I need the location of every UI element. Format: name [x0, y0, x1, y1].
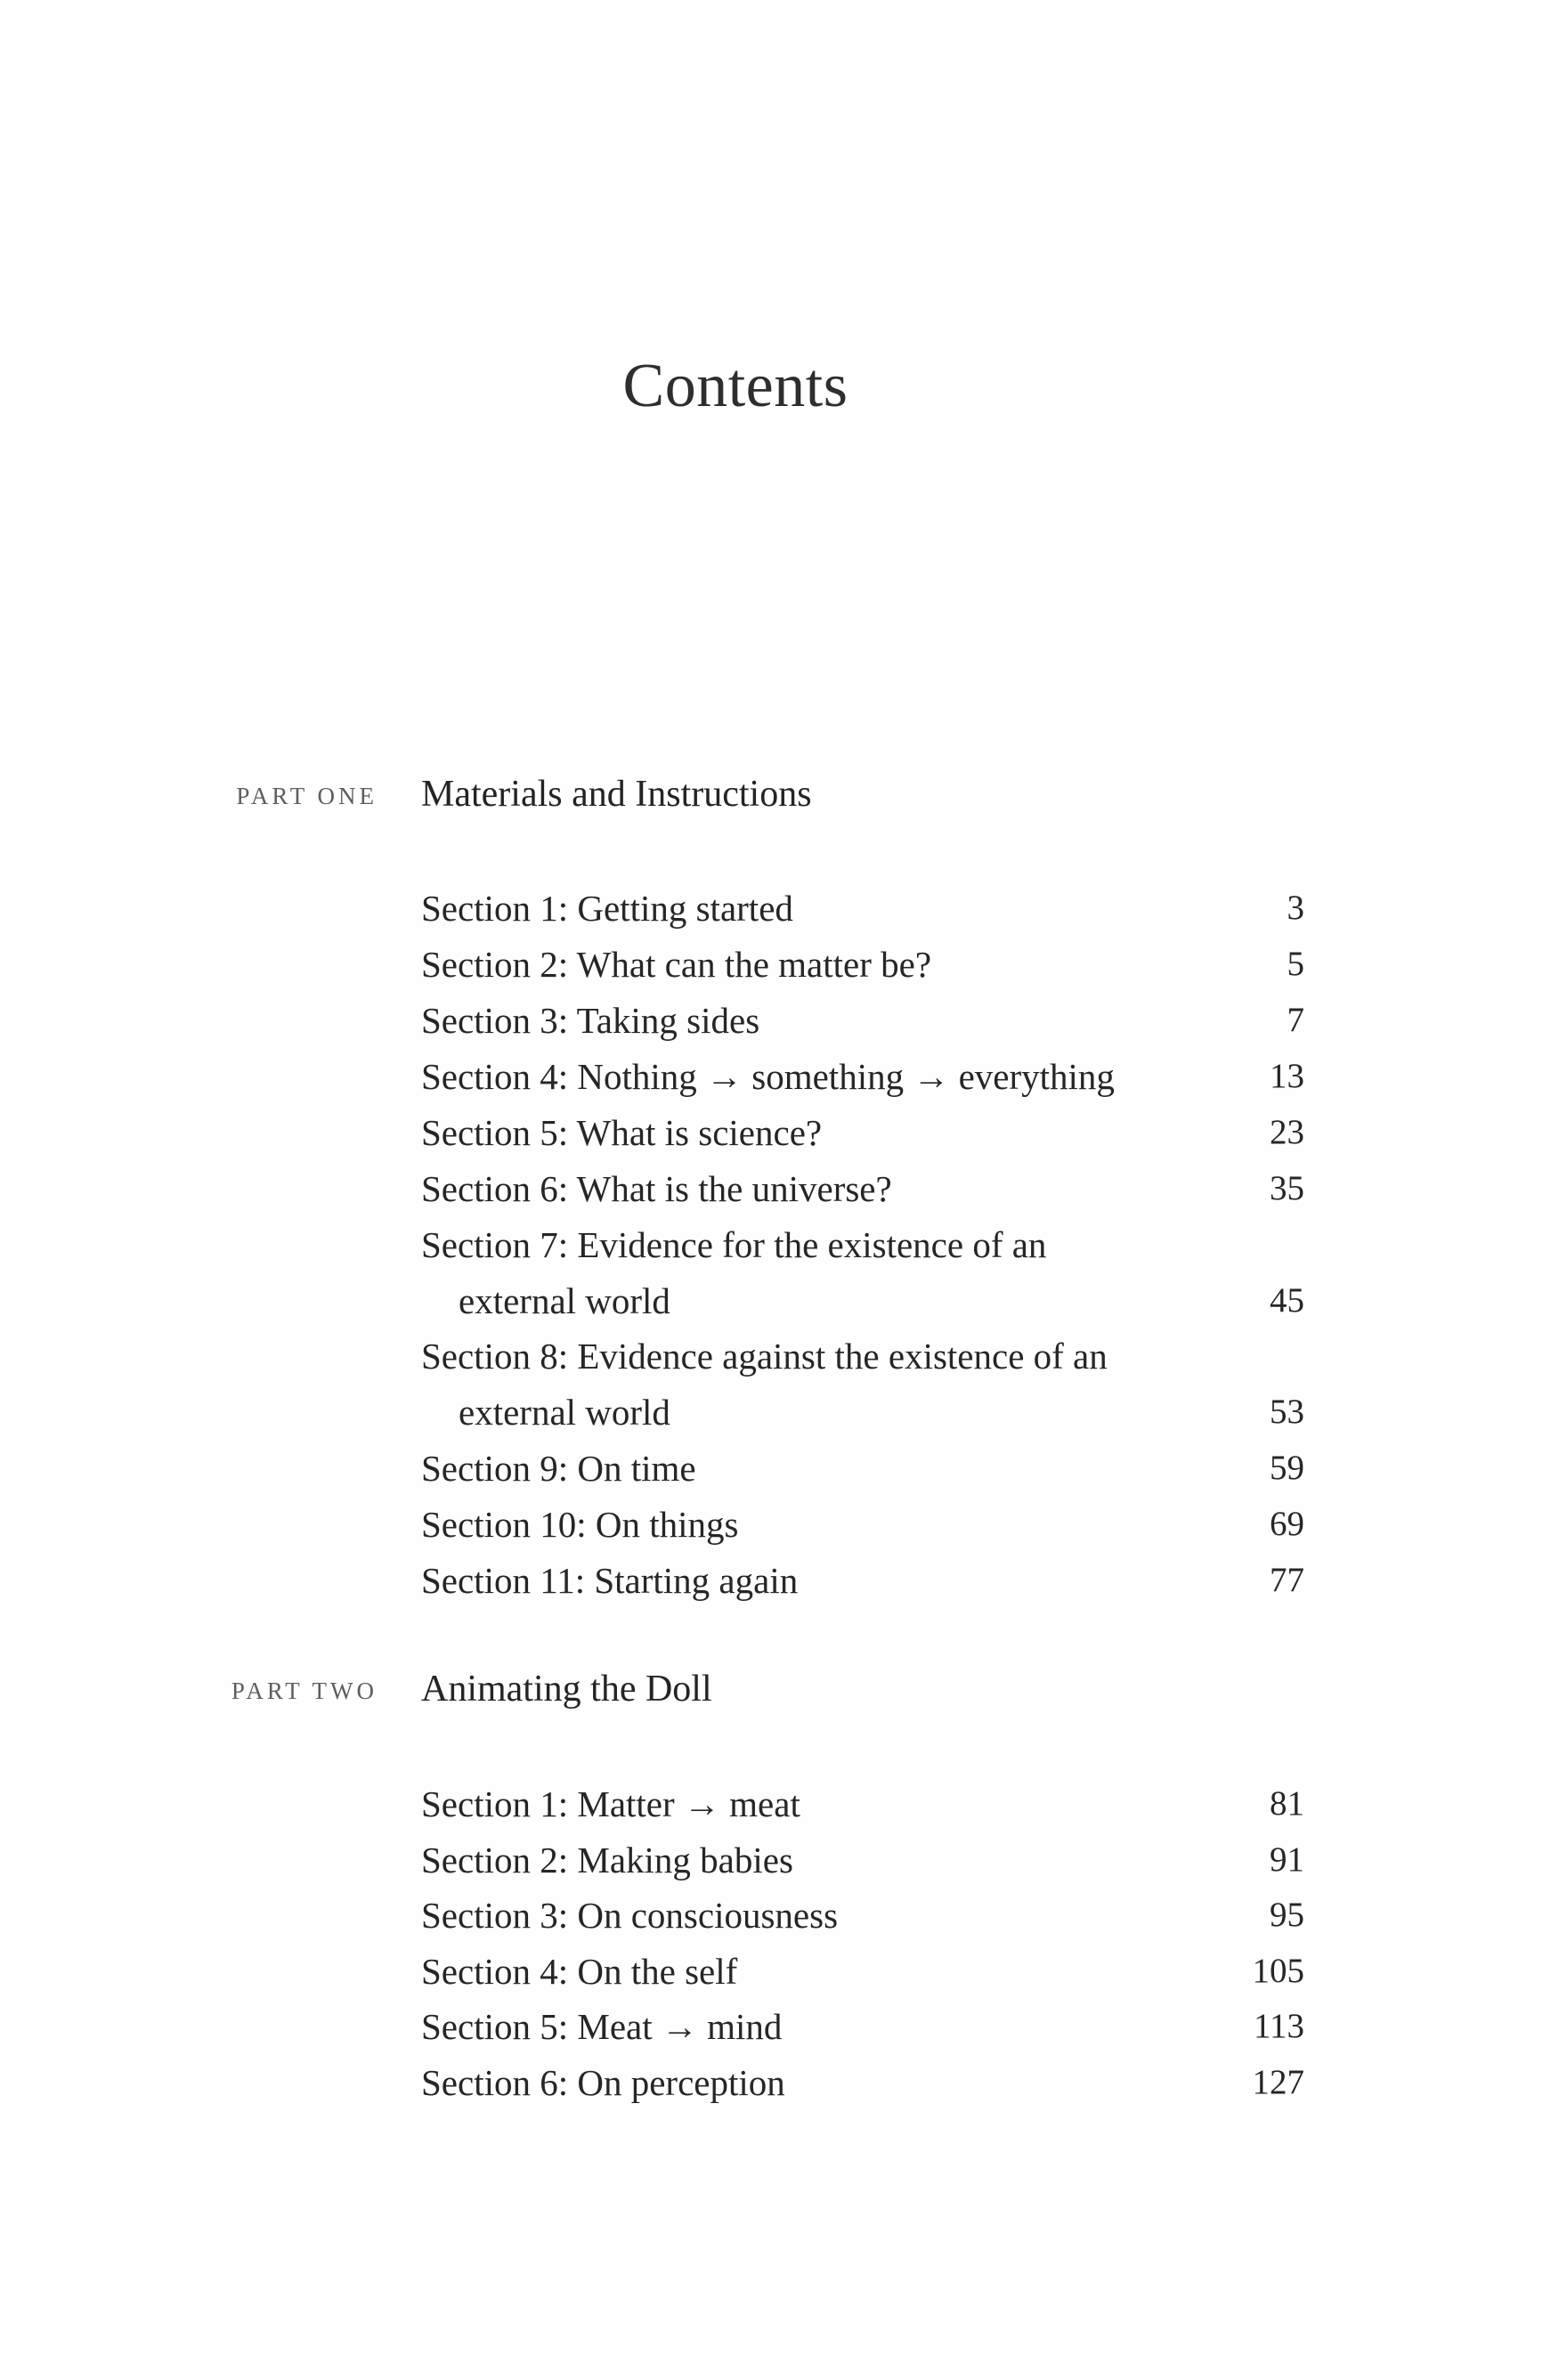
toc-entry-label: Section 2: Making babies: [421, 1840, 793, 1880]
toc-page-number: 45: [1270, 1281, 1304, 1320]
toc-entry-label: Section 7: Evidence for the existence of an: [421, 1224, 1047, 1265]
toc-entry-continuation: external world: [459, 1392, 670, 1433]
toc-entry[interactable]: [421, 998, 1304, 1043]
toc-page-number: 91: [1270, 1840, 1304, 1879]
toc-page-number: 69: [1270, 1505, 1304, 1543]
toc-entry-label: Section 5: Meat → mind: [421, 2006, 783, 2047]
toc-entry-label: Section 1: Getting started: [421, 888, 793, 929]
toc-entry-label: Section 3: Taking sides: [421, 1000, 760, 1041]
part-one-label: PART ONE: [236, 783, 378, 809]
toc-entry[interactable]: [421, 1110, 1304, 1155]
toc-entry-label: Section 11: Starting again: [421, 1560, 799, 1601]
toc-entry[interactable]: [421, 1334, 1304, 1433]
toc-page-number: 3: [1287, 889, 1304, 927]
toc-entry-label: Section 3: On consciousness: [421, 1895, 839, 1936]
toc-entry[interactable]: [421, 1054, 1304, 1099]
toc-page-number: 95: [1270, 1896, 1304, 1934]
toc-entry[interactable]: [421, 1558, 1304, 1603]
toc-entry[interactable]: [421, 2004, 1304, 2049]
toc-entry[interactable]: [421, 1222, 1304, 1321]
toc-entry-label: Section 4: Nothing → something → everything: [421, 1056, 1115, 1097]
part-two-title: Animating the Doll: [421, 1669, 712, 1710]
part-one-title: Materials and Instructions: [421, 774, 812, 815]
toc-entry-label: Section 2: What can the matter be?: [421, 944, 932, 985]
toc-entry-label: Section 6: What is the universe?: [421, 1168, 892, 1209]
toc-page-number: 77: [1270, 1561, 1304, 1599]
toc-entry[interactable]: [421, 886, 1304, 930]
toc-entry-label: Section 4: On the self: [421, 1951, 738, 1992]
toc-entry-label: Section 10: On things: [421, 1504, 739, 1545]
toc-page-number: 59: [1270, 1449, 1304, 1487]
toc-entry-label: Section 5: What is science?: [421, 1112, 823, 1153]
toc-entry[interactable]: [421, 942, 1304, 987]
toc-entry[interactable]: [421, 1502, 1304, 1547]
toc-entry[interactable]: [421, 1446, 1304, 1491]
part-two-label: PART TWO: [231, 1677, 378, 1704]
toc-entry-label: Section 1: Matter → meat: [421, 1783, 800, 1824]
toc-page-number: 127: [1252, 2063, 1304, 2101]
toc-entry-label: Section 9: On time: [421, 1448, 696, 1489]
toc-entry[interactable]: [421, 2060, 1304, 2105]
toc-entry-label: Section 8: Evidence against the existence of an: [421, 1336, 1108, 1377]
toc-page-number: 113: [1253, 2007, 1304, 2045]
toc-page-number: 7: [1287, 1001, 1304, 1039]
toc-entry-continuation: external world: [459, 1280, 670, 1321]
toc-page-number: 23: [1270, 1113, 1304, 1151]
page-title: Contents: [622, 352, 848, 420]
toc-page-number: 105: [1252, 1952, 1304, 1990]
toc-entry[interactable]: [421, 1838, 1304, 1882]
toc-page-number: 13: [1270, 1057, 1304, 1095]
toc-page-number: 35: [1270, 1169, 1304, 1207]
toc-entry[interactable]: [421, 1893, 1304, 1937]
toc-entry[interactable]: [421, 1166, 1304, 1211]
toc-entry-label: Section 6: On perception: [421, 2062, 785, 2103]
toc-page-number: 53: [1270, 1393, 1304, 1431]
toc-entry[interactable]: [421, 1949, 1304, 1994]
toc-entry[interactable]: [421, 1782, 1304, 1826]
toc-page-number: 5: [1287, 945, 1304, 983]
toc-page-number: 81: [1270, 1784, 1304, 1823]
